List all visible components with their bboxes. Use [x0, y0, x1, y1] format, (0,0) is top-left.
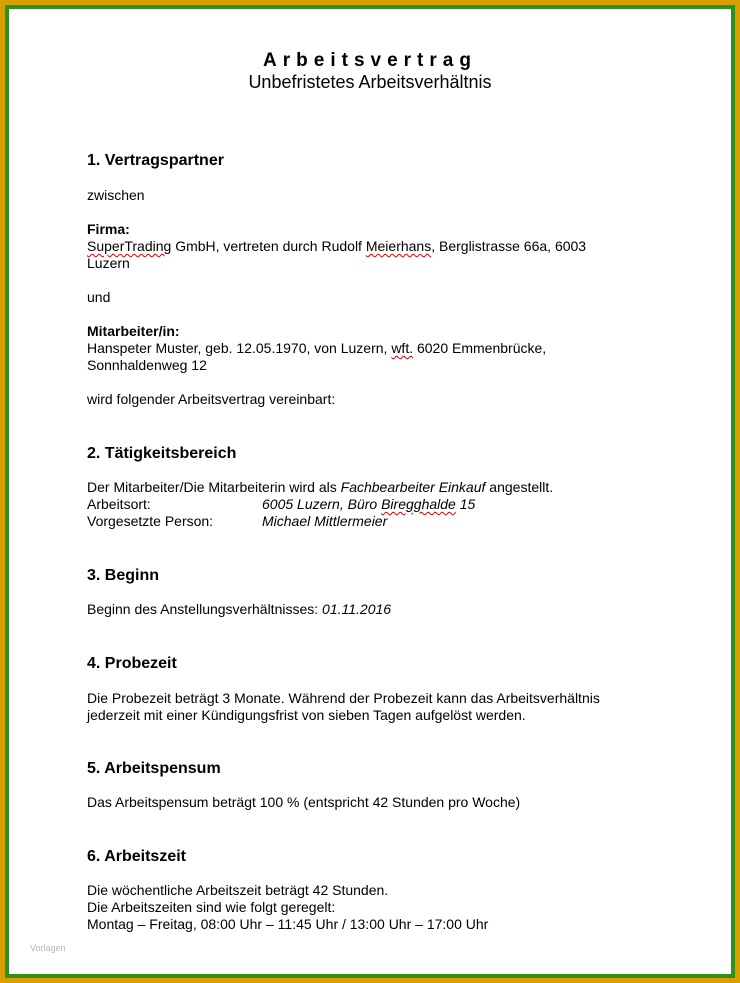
workplace-label: Arbeitsort:: [87, 496, 151, 512]
employee-line-1: [87, 340, 546, 357]
workplace-value: [262, 496, 475, 513]
firma-representative: Meierhans: [365, 238, 432, 254]
role-title: Fachbearbeiter Einkauf: [340, 479, 486, 495]
start-date: 01.11.2016: [322, 601, 392, 617]
agreement-text: wird folgender Arbeitsvertrag vereinbart:: [87, 391, 336, 407]
firma-text-a: GmbH, vertreten durch Rudolf: [171, 238, 366, 254]
supervisor-label: Vorgesetzte Person:: [87, 513, 214, 529]
section-3-heading: 3. Beginn: [87, 567, 160, 584]
watermark: Vorlagen: [30, 943, 66, 953]
workplace-row: [87, 496, 647, 513]
employee-line-2: Sonnhaldenweg 12: [87, 357, 207, 373]
start-line: [87, 601, 391, 618]
workplace-text-b: Biregghalde: [381, 496, 456, 512]
firma-label: Firma:: [87, 221, 130, 237]
document-page: [9, 9, 731, 974]
section-6-heading: 6. Arbeitszeit: [87, 848, 186, 865]
probation-line-2: jederzeit mit einer Kündigungsfrist von sieben Tagen aufgelöst werden.: [87, 707, 526, 723]
section-1-heading: 1. Vertragspartner: [87, 152, 224, 169]
employee-wft: wft.: [391, 340, 414, 356]
firma-address: , Berglistrasse 66a, 6003: [431, 238, 587, 254]
worktime-line-3: Montag – Freitag, 08:00 Uhr – 11:45 Uhr / 13:00 Uhr – 17:00 Uhr: [87, 916, 489, 932]
role-text-a: Der Mitarbeiter/Die Mitarbeiterin wird als: [87, 479, 341, 495]
section-4-heading: 4. Probezeit: [87, 655, 177, 672]
role-line: [87, 479, 553, 496]
document-subtitle: Unbefristetes Arbeitsverhältnis: [248, 72, 492, 92]
start-text: Beginn des Anstellungsverhältnisses:: [87, 601, 323, 617]
firma-name: SuperTrading: [87, 238, 172, 254]
inner-frame: [5, 5, 735, 978]
probation-line-1: Die Probezeit beträgt 3 Monate. Während der Probezeit kann das Arbeitsverhältnis: [87, 690, 600, 706]
firma-line-1: [87, 238, 586, 255]
workplace-text-c: 15: [455, 496, 476, 512]
supervisor-row: [87, 513, 647, 530]
employee-label: Mitarbeiter/in:: [87, 323, 180, 339]
employee-text-b: 6020 Emmenbrücke,: [413, 340, 547, 356]
employee-text-a: Hanspeter Muster, geb. 12.05.1970, von Luzern,: [87, 340, 392, 356]
section-5-heading: 5. Arbeitspensum: [87, 760, 221, 777]
and-text: und: [87, 289, 111, 305]
section-2-heading: 2. Tätigkeitsbereich: [87, 445, 237, 462]
workload-text: Das Arbeitspensum beträgt 100 % (entspricht 42 Stunden pro Woche): [87, 794, 521, 810]
workplace-text-a: 6005 Luzern, Büro: [262, 496, 382, 512]
supervisor-value: Michael Mittlermeier: [262, 513, 388, 529]
worktime-line-1: Die wöchentliche Arbeitszeit beträgt 42 Stunden.: [87, 882, 389, 898]
worktime-line-2: Die Arbeitszeiten sind wie folgt geregelt:: [87, 899, 336, 915]
role-text-b: angestellt.: [485, 479, 554, 495]
between-text: zwischen: [87, 187, 145, 203]
firma-line-2: Luzern: [87, 255, 130, 271]
document-title: Arbeitsvertrag: [263, 50, 477, 71]
